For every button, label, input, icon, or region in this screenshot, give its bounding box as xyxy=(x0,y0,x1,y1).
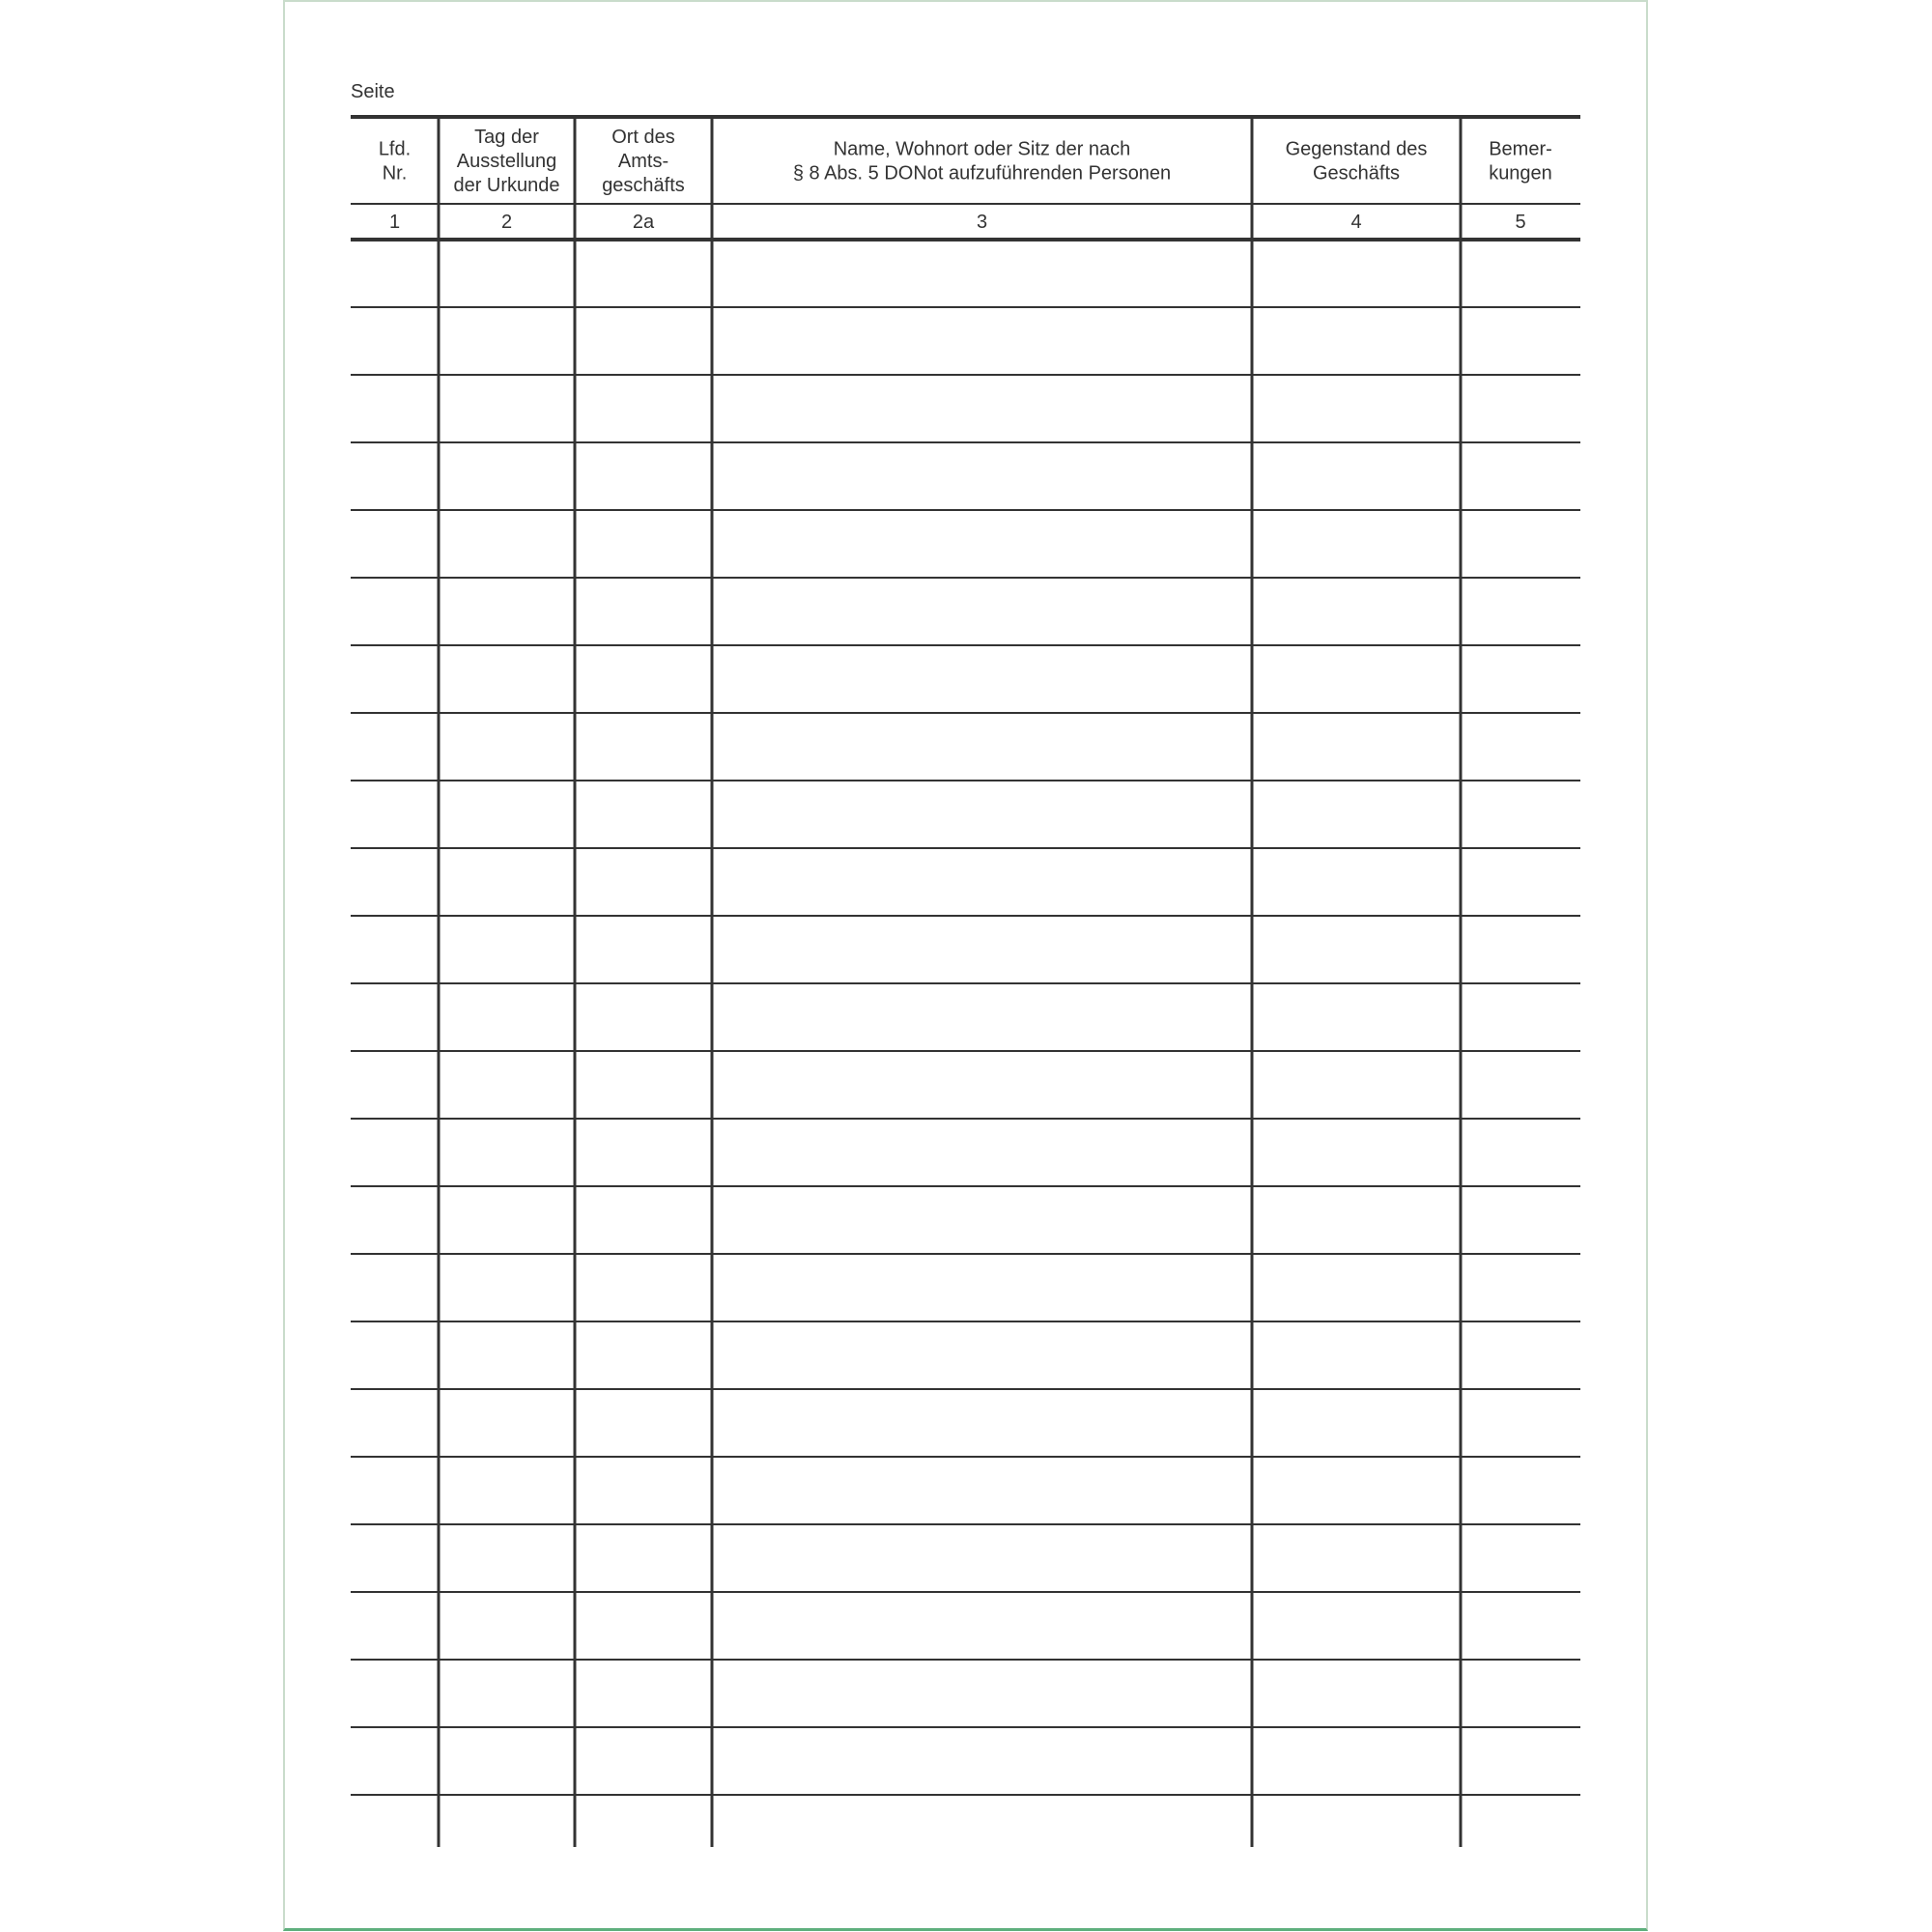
column-header-line: § 8 Abs. 5 DONot aufzuführenden Personen xyxy=(792,162,1172,185)
entry-cell[interactable] xyxy=(353,309,437,373)
entry-cell[interactable] xyxy=(1254,918,1459,981)
entry-cell[interactable] xyxy=(577,918,710,981)
entry-cell[interactable] xyxy=(1463,1526,1578,1590)
entry-cell[interactable] xyxy=(440,1391,573,1455)
entry-cell[interactable] xyxy=(440,1662,573,1725)
entry-cell[interactable] xyxy=(440,377,573,440)
entry-cell[interactable] xyxy=(440,309,573,373)
entry-cell[interactable] xyxy=(353,242,437,305)
entry-cell[interactable] xyxy=(1254,1526,1459,1590)
entry-cell[interactable] xyxy=(353,850,437,914)
entry-cell[interactable] xyxy=(353,377,437,440)
entry-cell[interactable] xyxy=(440,1729,573,1793)
entry-cell[interactable] xyxy=(1463,1797,1578,1845)
entry-cell[interactable] xyxy=(353,715,437,779)
entry-cell[interactable] xyxy=(714,1256,1250,1320)
entry-cell[interactable] xyxy=(714,1729,1250,1793)
page-label: Seite xyxy=(351,81,395,102)
entry-cell[interactable] xyxy=(1254,1662,1459,1725)
entry-cell[interactable] xyxy=(440,512,573,576)
entry-cell[interactable] xyxy=(577,1797,710,1845)
column-header-line: Tag der xyxy=(474,127,539,148)
entry-cell[interactable] xyxy=(1463,1256,1578,1320)
entry-cell[interactable] xyxy=(440,850,573,914)
entry-cell[interactable] xyxy=(440,444,573,508)
column-header-line: Bemer- xyxy=(1489,138,1552,160)
entry-cell[interactable] xyxy=(353,1662,437,1725)
entry-cell[interactable] xyxy=(714,309,1250,373)
entry-cell[interactable] xyxy=(577,1053,710,1117)
entry-cell[interactable] xyxy=(1254,1323,1459,1387)
entry-cell[interactable] xyxy=(714,918,1250,981)
entry-cell[interactable] xyxy=(577,850,710,914)
entry-cell[interactable] xyxy=(440,647,573,711)
entry-cell[interactable] xyxy=(440,1526,573,1590)
entry-cell[interactable] xyxy=(1463,512,1578,576)
entry-cell[interactable] xyxy=(353,1323,437,1387)
entry-cell[interactable] xyxy=(577,1662,710,1725)
entry-cell[interactable] xyxy=(1463,309,1578,373)
entry-cell[interactable] xyxy=(1463,1594,1578,1658)
entry-cell[interactable] xyxy=(1254,850,1459,914)
entry-cell[interactable] xyxy=(714,444,1250,508)
entry-cell[interactable] xyxy=(353,1391,437,1455)
entry-cell[interactable] xyxy=(440,242,573,305)
entry-cell[interactable] xyxy=(714,985,1250,1049)
entry-cell[interactable] xyxy=(577,1594,710,1658)
entry-cell[interactable] xyxy=(353,1459,437,1522)
entry-cell[interactable] xyxy=(353,1121,437,1184)
entry-cell[interactable] xyxy=(577,580,710,643)
entry-cell[interactable] xyxy=(440,1323,573,1387)
entry-cell[interactable] xyxy=(714,1459,1250,1522)
entry-cell[interactable] xyxy=(1463,1188,1578,1252)
entry-cell[interactable] xyxy=(1463,377,1578,440)
entry-cell[interactable] xyxy=(440,1188,573,1252)
column-header-5 xyxy=(1286,139,1428,185)
entry-cell[interactable] xyxy=(1463,1053,1578,1117)
entry-cell[interactable] xyxy=(353,1053,437,1117)
entry-cell[interactable] xyxy=(440,1459,573,1522)
entry-cell[interactable] xyxy=(1254,1459,1459,1522)
entry-cell[interactable] xyxy=(1463,782,1578,846)
column-header-line: Ort des xyxy=(611,127,675,148)
entry-cell[interactable] xyxy=(440,1053,573,1117)
entry-cell[interactable] xyxy=(1254,242,1459,305)
column-header-line: Ausstellung xyxy=(456,151,557,172)
entry-cell[interactable] xyxy=(440,1256,573,1320)
entry-cell[interactable] xyxy=(440,918,573,981)
column-header-line: Name, Wohnort oder Sitz der nach xyxy=(833,138,1131,160)
entry-cell[interactable] xyxy=(353,647,437,711)
entry-cell[interactable] xyxy=(714,782,1250,846)
entry-cell[interactable] xyxy=(353,1188,437,1252)
entry-cell[interactable] xyxy=(577,1256,710,1320)
entry-cell[interactable] xyxy=(353,1526,437,1590)
entry-cell[interactable] xyxy=(1254,444,1459,508)
entry-cell[interactable] xyxy=(577,647,710,711)
column-header-line: Geschäfts xyxy=(1312,162,1401,185)
entry-cell[interactable] xyxy=(714,377,1250,440)
column-header-line: geschäfts xyxy=(602,175,685,196)
column-headers xyxy=(379,127,1552,196)
entry-cell[interactable] xyxy=(577,1121,710,1184)
entry-cell[interactable] xyxy=(1463,850,1578,914)
column-number-4: 3 xyxy=(976,212,988,233)
entry-cell[interactable] xyxy=(577,377,710,440)
entry-cell[interactable] xyxy=(714,715,1250,779)
entry-cell[interactable] xyxy=(1254,512,1459,576)
entry-cell[interactable] xyxy=(577,1323,710,1387)
entry-cell[interactable] xyxy=(1463,444,1578,508)
entry-cell[interactable] xyxy=(353,1256,437,1320)
column-header-4 xyxy=(793,139,1171,185)
entry-cell[interactable] xyxy=(353,918,437,981)
column-number-2: 2 xyxy=(500,212,513,233)
entry-cell[interactable] xyxy=(353,1594,437,1658)
column-number-5: 4 xyxy=(1350,212,1362,233)
column-header-6 xyxy=(1489,139,1552,185)
entry-cell[interactable] xyxy=(1254,985,1459,1049)
column-header-line: Amts- xyxy=(617,151,669,172)
entry-cell[interactable] xyxy=(1254,1053,1459,1117)
column-header-3 xyxy=(602,127,685,196)
entry-cell[interactable] xyxy=(577,715,710,779)
entry-cell[interactable] xyxy=(577,309,710,373)
entry-cells[interactable] xyxy=(353,242,1578,1845)
entry-cell[interactable] xyxy=(1254,377,1459,440)
entry-cell[interactable] xyxy=(1254,1256,1459,1320)
column-number-6: 5 xyxy=(1515,212,1526,233)
entry-cell[interactable] xyxy=(1254,1188,1459,1252)
entry-cell[interactable] xyxy=(714,647,1250,711)
entry-cell[interactable] xyxy=(1463,1729,1578,1793)
entry-cell[interactable] xyxy=(577,1459,710,1522)
column-number-1: 1 xyxy=(388,212,401,233)
entry-cell[interactable] xyxy=(714,1797,1250,1845)
entry-cell[interactable] xyxy=(577,444,710,508)
entry-cell[interactable] xyxy=(353,512,437,576)
entry-cell[interactable] xyxy=(714,1323,1250,1387)
entry-cell[interactable] xyxy=(714,850,1250,914)
entry-cell[interactable] xyxy=(440,782,573,846)
entry-cell[interactable] xyxy=(353,985,437,1049)
column-numbers xyxy=(389,212,1526,233)
entry-cell[interactable] xyxy=(714,1391,1250,1455)
entry-cell[interactable] xyxy=(1254,715,1459,779)
column-header-line: Nr. xyxy=(382,162,408,185)
column-number-3: 2a xyxy=(632,212,655,233)
entry-cell[interactable] xyxy=(1254,1594,1459,1658)
entry-cell[interactable] xyxy=(440,1121,573,1184)
entry-cell[interactable] xyxy=(1463,985,1578,1049)
entry-cell[interactable] xyxy=(714,1594,1250,1658)
entry-cell[interactable] xyxy=(1463,1459,1578,1522)
column-header-line: kungen xyxy=(1489,162,1552,185)
entry-cell[interactable] xyxy=(577,1526,710,1590)
entry-cell[interactable] xyxy=(1254,1729,1459,1793)
entry-cell[interactable] xyxy=(353,1797,437,1845)
entry-cell[interactable] xyxy=(714,1121,1250,1184)
entry-cell[interactable] xyxy=(714,1662,1250,1725)
entry-cell[interactable] xyxy=(714,512,1250,576)
entry-cell[interactable] xyxy=(714,580,1250,643)
entry-cell[interactable] xyxy=(353,580,437,643)
entry-cell[interactable] xyxy=(577,1391,710,1455)
entry-cell[interactable] xyxy=(577,782,710,846)
entry-cell[interactable] xyxy=(1254,647,1459,711)
entry-cell[interactable] xyxy=(1254,782,1459,846)
column-header-2 xyxy=(453,127,559,196)
entry-cell[interactable] xyxy=(1254,1121,1459,1184)
column-header-line: Lfd. xyxy=(378,138,412,160)
entry-cell[interactable] xyxy=(1463,1391,1578,1455)
entry-cell[interactable] xyxy=(440,985,573,1049)
entry-cell[interactable] xyxy=(1254,1391,1459,1455)
entry-cell[interactable] xyxy=(1463,1323,1578,1387)
entry-cell[interactable] xyxy=(440,1797,573,1845)
entry-cell[interactable] xyxy=(440,1594,573,1658)
entry-cell[interactable] xyxy=(1463,1662,1578,1725)
column-header-line: Gegenstand des xyxy=(1285,138,1428,160)
entry-cell[interactable] xyxy=(1463,242,1578,305)
entry-cell[interactable] xyxy=(1254,1797,1459,1845)
entry-cell[interactable] xyxy=(353,444,437,508)
entry-cell[interactable] xyxy=(577,512,710,576)
entry-cell[interactable] xyxy=(1463,1121,1578,1184)
entry-cell[interactable] xyxy=(577,1188,710,1252)
entry-cell[interactable] xyxy=(440,715,573,779)
entry-cell[interactable] xyxy=(577,1729,710,1793)
entry-cell[interactable] xyxy=(714,242,1250,305)
entry-cell[interactable] xyxy=(577,985,710,1049)
column-header-line: der Urkunde xyxy=(453,175,560,196)
entry-cell[interactable] xyxy=(714,1526,1250,1590)
entry-cell[interactable] xyxy=(353,782,437,846)
entry-cell[interactable] xyxy=(1254,580,1459,643)
entry-cell[interactable] xyxy=(1254,309,1459,373)
entry-cell[interactable] xyxy=(714,1188,1250,1252)
entry-cell[interactable] xyxy=(1463,647,1578,711)
entry-cell[interactable] xyxy=(440,580,573,643)
entry-cell[interactable] xyxy=(577,242,710,305)
entry-cell[interactable] xyxy=(1463,580,1578,643)
entry-cell[interactable] xyxy=(1463,715,1578,779)
column-header-1 xyxy=(379,139,411,185)
entry-cell[interactable] xyxy=(714,1053,1250,1117)
entry-cell[interactable] xyxy=(1463,918,1578,981)
entry-cell[interactable] xyxy=(353,1729,437,1793)
